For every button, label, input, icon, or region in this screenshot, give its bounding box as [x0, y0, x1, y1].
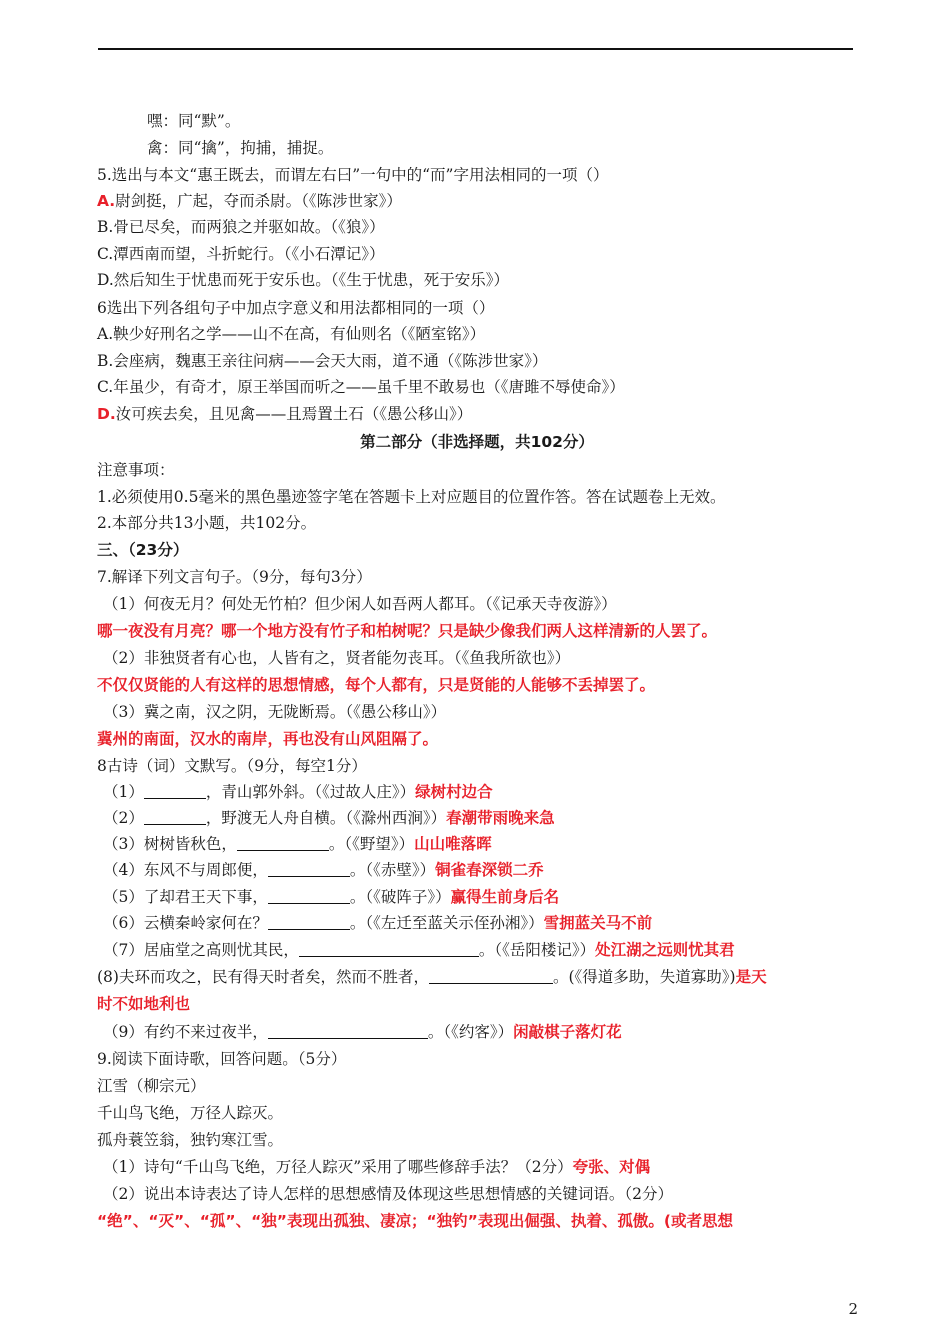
q7-sentence-1: （1）何夜无月？何处无竹柏？但少闲人如吾两人都耳。（《记承天寺夜游》） — [103, 595, 617, 613]
q5-stem: 5.选出与本文“惠王既去，而谓左右曰”一句中的“而”字用法相同的一项（） — [97, 166, 609, 184]
q9-answer-1: 夸张、对偶 — [572, 1158, 651, 1176]
q8-blank-7 — [299, 941, 479, 957]
q8-blank-8 — [429, 968, 553, 984]
note-qin: 禽：同“擒”，拘捕，捕捉。 — [147, 139, 334, 157]
q7-answer-1: 哪一夜没有月亮？哪一个地方没有竹子和柏树呢？只是缺少像我们两人这样清新的人罢了。 — [97, 622, 718, 640]
part2-title: 第二部分（非选择题，共102分） — [360, 433, 594, 451]
q8-blank-9 — [268, 1023, 428, 1039]
q8-blank-1 — [144, 783, 206, 799]
q8-item-8-text: (8)夫环而攻之，民有得天时者矣，然而不胜者， — [97, 968, 429, 986]
q6-option-d-text: 汝可疾去矣，且见禽——且焉置土石（《愚公移山》） — [115, 405, 473, 423]
q8-item-2-prefix: （2） — [103, 809, 144, 827]
q8-item-7-text: （7）居庙堂之高则忧其民， — [103, 941, 299, 959]
q8-answer-9: 闲敲棋子落灯花 — [513, 1023, 622, 1041]
q9-answer-2: “绝”、“灭”、“孤”、“独”表现出孤独、凄凉；“独钓”表现出倔强、执着、孤傲。(或者思想 — [97, 1212, 733, 1230]
q5-option-a-text: 尉剑挺，广起，夺而杀尉。（《陈涉世家》） — [115, 192, 402, 210]
q8-item-2-text: ，野渡无人舟自横。（《滁州西涧》） — [205, 809, 447, 827]
q8-item-5-source: 。（《破阵子》） — [349, 888, 451, 906]
q5-option-b: B.骨已尽矣，而两狼之并驱如故。（《狼》） — [97, 218, 385, 236]
q8-blank-3 — [237, 835, 329, 851]
q7-sentence-2: （2）非独贤者有心也，人皆有之，贤者能勿丧耳。（《鱼我所欲也》） — [103, 649, 571, 667]
q8-item-9-text: （9）有约不来过夜半， — [103, 1023, 268, 1041]
q6-option-c: C.年虽少，有奇才，原王举国而听之——虽千里不敢易也（《唐雎不辱使命》） — [97, 378, 625, 396]
q8-answer-8-part2: 时不如地利也 — [97, 995, 191, 1013]
q8-blank-4 — [268, 861, 350, 877]
q8-item-3 — [103, 834, 492, 854]
q9-sub-1 — [103, 1157, 650, 1177]
q9-stem: 9.阅读下面诗歌，回答问题。（5分） — [97, 1050, 347, 1068]
header-rule — [98, 48, 853, 50]
q8-item-5-text: （5）了却君王天下事， — [103, 888, 268, 906]
notice-2: 2.本部分共13小题，共102分。 — [97, 514, 317, 532]
q7-sentence-3: （3）冀之南，汉之阴，无陇断焉。（《愚公移山》） — [103, 703, 447, 721]
q8-item-9 — [103, 1022, 622, 1042]
q6-answer-letter: D. — [97, 405, 116, 423]
q8-answer-7: 处江湖之远则忧其君 — [595, 941, 735, 959]
q8-stem: 8古诗（词）文默写。（9分，每空1分） — [97, 757, 367, 775]
notice-1: 1.必须使用0.5毫米的黑色墨迹签字笔在答题卡上对应题目的位置作答。答在试题卷上无效。 — [97, 488, 726, 506]
q6-option-a: A.鞅少好刑名之学——山不在高，有仙则名（《陋室铭》） — [97, 325, 486, 343]
q7-answer-3: 冀州的南面，汉水的南岸，再也没有山风阻隔了。 — [97, 730, 439, 748]
q8-item-5 — [103, 887, 559, 907]
q8-item-8-source: 。(《得道多助，失道寡助》) — [552, 968, 736, 986]
q8-answer-8-part1: 是天 — [735, 968, 767, 986]
q8-item-1-prefix: （1） — [103, 783, 144, 801]
q8-item-7-source: 。（《岳阳楼记》） — [478, 941, 596, 959]
poem-line-2: 孤舟蓑笠翁，独钓寒江雪。 — [97, 1131, 284, 1149]
q8-item-1-text: ，青山郭外斜。（《过故人庄》） — [205, 783, 416, 801]
q8-item-4-source: 。（《赤壁》） — [349, 861, 436, 879]
q5-option-a — [97, 191, 402, 211]
q8-answer-4: 铜雀春深锁二乔 — [435, 861, 544, 879]
q8-answer-1: 绿树村边合 — [415, 783, 493, 801]
q8-answer-6: 雪拥蓝关马不前 — [543, 914, 653, 932]
q7-stem: 7.解译下列文言句子。（9分，每句3分） — [97, 568, 372, 586]
q8-item-7 — [103, 940, 735, 960]
q8-item-2 — [103, 808, 555, 828]
q5-option-c: C.潭西南而望，斗折蛇行。（《小石潭记》） — [97, 245, 385, 263]
q8-item-6-text: （6）云横秦岭家何在？ — [103, 914, 268, 932]
q8-answer-5: 赢得生前身后名 — [450, 888, 560, 906]
q8-answer-3: 山山唯落晖 — [414, 835, 492, 853]
q8-item-4-text: （4）东风不与周郎便， — [103, 861, 268, 879]
q8-item-6-source: 。（《左迁至蓝关示侄孙湘》） — [349, 914, 544, 932]
q6-option-d — [97, 404, 472, 424]
q5-option-d: D.然后知生于忧患而死于安乐也。（《生于忧患，死于安乐》） — [97, 271, 510, 289]
q8-item-4 — [103, 860, 544, 880]
q9-sub-1-text: （1）诗句“千山鸟飞绝，万径人踪灭”采用了哪些修辞手法？（2分） — [103, 1158, 573, 1176]
section-3-title: 三、（23分） — [97, 541, 189, 559]
page-number: 2 — [848, 1300, 858, 1318]
q8-blank-5 — [268, 888, 350, 904]
q8-answer-2: 春潮带雨晚来急 — [446, 809, 555, 827]
poem-title: 江雪（柳宗元） — [97, 1077, 206, 1095]
note-mo: 嘿：同“默”。 — [147, 112, 241, 130]
poem-line-1: 千山鸟飞绝，万径人踪灭。 — [97, 1104, 284, 1122]
q8-item-6 — [103, 913, 652, 933]
q5-answer-letter: A. — [97, 192, 116, 210]
q8-item-8 — [97, 967, 767, 987]
q8-blank-6 — [268, 914, 350, 930]
q6-stem: 6选出下列各组句子中加点字意义和用法都相同的一项（） — [97, 299, 495, 317]
q8-item-1 — [103, 782, 493, 802]
q6-option-b: B.会座病，魏惠王亲往问病——会天大雨，道不通（《陈涉世家》） — [97, 352, 548, 370]
q8-item-3-text: （3）树树皆秋色， — [103, 835, 237, 853]
notice-heading: 注意事项： — [97, 461, 175, 479]
q7-answer-2: 不仅仅贤能的人有这样的思想情感，每个人都有，只是贤能的人能够不丢掉罢了。 — [97, 676, 656, 694]
q8-blank-2 — [144, 809, 206, 825]
q8-item-3-source: 。（《野望》） — [328, 835, 415, 853]
q8-item-9-source: 。（《约客》） — [427, 1023, 514, 1041]
q9-sub-2: （2）说出本诗表达了诗人怎样的思想感情及体现这些思想情感的关键词语。（2分） — [103, 1185, 673, 1203]
